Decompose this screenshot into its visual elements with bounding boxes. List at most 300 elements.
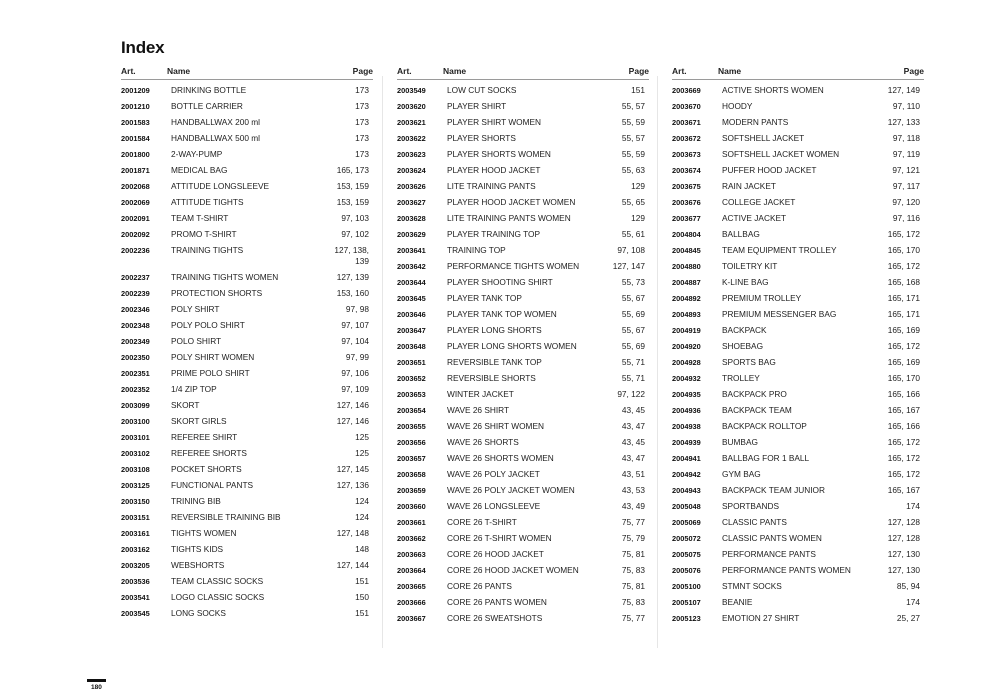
index-column-3 bbox=[672, 66, 924, 627]
index-row bbox=[397, 579, 649, 595]
index-row bbox=[672, 531, 924, 547]
index-art: 2001209 bbox=[121, 86, 150, 95]
index-name: TEAM EQUIPMENT TROLLEY bbox=[722, 245, 837, 255]
index-page: 75, 77 bbox=[621, 517, 645, 527]
index-page: 153, 159 bbox=[336, 197, 369, 207]
index-row bbox=[397, 83, 649, 99]
index-art: 2004920 bbox=[672, 342, 701, 351]
index-page: 165, 172 bbox=[887, 261, 920, 271]
index-art: 2003644 bbox=[397, 278, 426, 287]
index-art: 2003108 bbox=[121, 465, 150, 474]
index-column-2 bbox=[397, 66, 649, 627]
index-name: REVERSIBLE TRAINING BIB bbox=[171, 512, 281, 522]
index-name: PROMO T-SHIRT bbox=[171, 229, 237, 239]
index-row bbox=[121, 163, 373, 179]
index-row bbox=[672, 115, 924, 131]
index-name: BALLBAG FOR 1 BALL bbox=[722, 453, 810, 463]
index-page: 165, 167 bbox=[887, 485, 920, 495]
index-page: 97, 103 bbox=[341, 213, 369, 223]
index-name: EMOTION 27 SHIRT bbox=[722, 613, 800, 623]
index-art: 2003100 bbox=[121, 417, 150, 426]
index-page: 173 bbox=[355, 117, 369, 127]
index-name: K-LINE BAG bbox=[722, 277, 769, 287]
index-name: SHOEBAG bbox=[722, 341, 764, 351]
index-name: TEAM CLASSIC SOCKS bbox=[171, 576, 264, 586]
index-row bbox=[121, 211, 373, 227]
index-page: 55, 59 bbox=[621, 117, 645, 127]
index-page: 97, 116 bbox=[892, 213, 920, 223]
index-page: 97, 107 bbox=[341, 320, 369, 330]
index-page: 127, 138, 139 bbox=[334, 245, 369, 266]
index-art: 2003665 bbox=[397, 582, 426, 591]
index-page: 97, 106 bbox=[341, 368, 369, 378]
index-art: 2003627 bbox=[397, 198, 426, 207]
index-art: 2004938 bbox=[672, 422, 701, 431]
index-page: 55, 69 bbox=[621, 309, 645, 319]
index-page: 55, 57 bbox=[621, 101, 645, 111]
index-page: 97, 110 bbox=[892, 101, 920, 111]
index-row bbox=[397, 115, 649, 131]
index-row bbox=[672, 323, 924, 339]
index-row bbox=[121, 227, 373, 243]
index-row bbox=[121, 243, 373, 270]
index-page: 165, 172 bbox=[887, 341, 920, 351]
index-page: 127, 149 bbox=[887, 85, 920, 95]
column-divider bbox=[382, 76, 383, 648]
index-art: 2005048 bbox=[672, 502, 701, 511]
index-art: 2003669 bbox=[672, 86, 701, 95]
index-art: 2003642 bbox=[397, 262, 426, 271]
index-row bbox=[672, 163, 924, 179]
index-name: PLAYER HOOD JACKET bbox=[447, 165, 541, 175]
index-page: 97, 108 bbox=[617, 245, 645, 255]
index-page: 55, 69 bbox=[621, 341, 645, 351]
index-art: 2004939 bbox=[672, 438, 701, 447]
index-name: PUFFER HOOD JACKET bbox=[722, 165, 817, 175]
index-art: 2002346 bbox=[121, 305, 150, 314]
index-row bbox=[672, 307, 924, 323]
page-number: 180 bbox=[91, 684, 102, 691]
index-art: 2002091 bbox=[121, 214, 150, 223]
index-art: 2003662 bbox=[397, 534, 426, 543]
index-name: BALLBAG bbox=[722, 229, 760, 239]
index-art: 2003545 bbox=[121, 609, 150, 618]
index-name: WAVE 26 LONGSLEEVE bbox=[447, 501, 541, 511]
index-row bbox=[397, 371, 649, 387]
index-art: 2003654 bbox=[397, 406, 426, 415]
index-art: 2003660 bbox=[397, 502, 426, 511]
index-row bbox=[672, 387, 924, 403]
index-name: MEDICAL BAG bbox=[171, 165, 228, 175]
index-art: 2003647 bbox=[397, 326, 426, 335]
index-row bbox=[121, 590, 373, 606]
index-name: CORE 26 T-SHIRT WOMEN bbox=[447, 533, 552, 543]
index-art: 2004804 bbox=[672, 230, 701, 239]
index-page: 165, 171 bbox=[887, 293, 920, 303]
index-row bbox=[672, 147, 924, 163]
index-page: 43, 47 bbox=[621, 421, 645, 431]
index-page: 127, 133 bbox=[887, 117, 920, 127]
index-page: 97, 118 bbox=[892, 133, 920, 143]
index-art: 2003150 bbox=[121, 497, 150, 506]
index-art: 2003664 bbox=[397, 566, 426, 575]
index-page: 127, 136 bbox=[336, 480, 369, 490]
index-art: 2005123 bbox=[672, 614, 701, 623]
index-name: PROTECTION SHORTS bbox=[171, 288, 263, 298]
index-art: 2003645 bbox=[397, 294, 426, 303]
index-name: BACKPACK bbox=[722, 325, 767, 335]
index-name: LITE TRAINING PANTS bbox=[447, 181, 536, 191]
index-name: TIGHTS WOMEN bbox=[171, 528, 237, 538]
index-row bbox=[397, 243, 649, 259]
index-name: POLY SHIRT bbox=[171, 304, 220, 314]
index-art: 2002237 bbox=[121, 273, 150, 282]
index-row bbox=[672, 483, 924, 499]
index-art: 2005069 bbox=[672, 518, 701, 527]
index-row bbox=[672, 451, 924, 467]
index-name: HOODY bbox=[722, 101, 753, 111]
index-row bbox=[121, 510, 373, 526]
index-name: ACTIVE JACKET bbox=[722, 213, 787, 223]
column-header bbox=[397, 66, 649, 80]
header-page: Page bbox=[352, 66, 373, 76]
index-art: 2003161 bbox=[121, 529, 150, 538]
index-page: 127, 146 bbox=[336, 400, 369, 410]
index-art: 2004880 bbox=[672, 262, 701, 271]
index-name: ATTITUDE TIGHTS bbox=[171, 197, 244, 207]
index-row bbox=[397, 355, 649, 371]
index-page: 43, 53 bbox=[621, 485, 645, 495]
index-row bbox=[121, 83, 373, 99]
index-page: 127, 128 bbox=[887, 517, 920, 527]
index-row bbox=[397, 435, 649, 451]
index-page: 165, 168 bbox=[887, 277, 920, 287]
index-row bbox=[397, 291, 649, 307]
index-page: 75, 79 bbox=[621, 533, 645, 543]
index-name: TRAINING TIGHTS WOMEN bbox=[171, 272, 279, 282]
index-page: 129 bbox=[631, 213, 645, 223]
index-art: 2003626 bbox=[397, 182, 426, 191]
index-name: PLAYER HOOD JACKET WOMEN bbox=[447, 197, 576, 207]
index-art: 2003663 bbox=[397, 550, 426, 559]
index-name: TIGHTS KIDS bbox=[171, 544, 224, 554]
index-page: 55, 73 bbox=[621, 277, 645, 287]
index-name: CORE 26 SWEATSHOTS bbox=[447, 613, 543, 623]
index-row bbox=[121, 334, 373, 350]
index-row bbox=[121, 350, 373, 366]
index-page: 43, 51 bbox=[621, 469, 645, 479]
index-row bbox=[672, 579, 924, 595]
index-row bbox=[672, 195, 924, 211]
index-art: 2005072 bbox=[672, 534, 701, 543]
index-row bbox=[672, 403, 924, 419]
index-row bbox=[397, 307, 649, 323]
index-page: 75, 81 bbox=[621, 549, 645, 559]
index-name: REFEREE SHIRT bbox=[171, 432, 238, 442]
index-row bbox=[672, 371, 924, 387]
index-art: 2003624 bbox=[397, 166, 426, 175]
index-page: 55, 59 bbox=[621, 149, 645, 159]
index-row bbox=[121, 462, 373, 478]
index-row bbox=[397, 483, 649, 499]
index-page: 75, 83 bbox=[621, 597, 645, 607]
index-art: 2004928 bbox=[672, 358, 701, 367]
index-page: 97, 104 bbox=[341, 336, 369, 346]
index-art: 2002068 bbox=[121, 182, 150, 191]
index-name: LOW CUT SOCKS bbox=[447, 85, 517, 95]
index-name: COLLEGE JACKET bbox=[722, 197, 796, 207]
index-page: 75, 83 bbox=[621, 565, 645, 575]
index-page: 55, 71 bbox=[621, 357, 645, 367]
index-page: 55, 65 bbox=[621, 197, 645, 207]
index-page: 127, 128 bbox=[887, 533, 920, 543]
index-name: REFEREE SHORTS bbox=[171, 448, 247, 458]
index-art: 2003657 bbox=[397, 454, 426, 463]
index-row bbox=[121, 366, 373, 382]
index-name: POLY POLO SHIRT bbox=[171, 320, 245, 330]
index-name: POLY SHIRT WOMEN bbox=[171, 352, 255, 362]
index-name: GYM BAG bbox=[722, 469, 761, 479]
index-page: 97, 102 bbox=[341, 229, 369, 239]
index-art: 2004935 bbox=[672, 390, 701, 399]
index-page: 125 bbox=[355, 432, 369, 442]
index-name: TRINING BIB bbox=[171, 496, 221, 506]
index-page: 173 bbox=[355, 85, 369, 95]
column-header bbox=[672, 66, 924, 80]
index-art: 2003162 bbox=[121, 545, 150, 554]
index-page: 127, 146 bbox=[336, 416, 369, 426]
index-art: 2003541 bbox=[121, 593, 150, 602]
index-name: CORE 26 T-SHIRT bbox=[447, 517, 517, 527]
index-page: 97, 117 bbox=[892, 181, 920, 191]
index-row bbox=[121, 286, 373, 302]
index-row bbox=[397, 147, 649, 163]
column-divider bbox=[657, 76, 658, 648]
index-art: 2003671 bbox=[672, 118, 701, 127]
index-row bbox=[397, 131, 649, 147]
index-page: 43, 45 bbox=[621, 405, 645, 415]
index-art: 2003672 bbox=[672, 134, 701, 143]
index-name: TROLLEY bbox=[722, 373, 760, 383]
index-name: LONG SOCKS bbox=[171, 608, 226, 618]
index-page: 124 bbox=[355, 512, 369, 522]
index-art: 2005076 bbox=[672, 566, 701, 575]
index-name: CORE 26 HOOD JACKET WOMEN bbox=[447, 565, 579, 575]
index-page: 165, 172 bbox=[887, 453, 920, 463]
index-row bbox=[121, 574, 373, 590]
index-art: 2005100 bbox=[672, 582, 701, 591]
index-name: WAVE 26 POLY JACKET bbox=[447, 469, 540, 479]
index-art: 2003623 bbox=[397, 150, 426, 159]
index-name: WAVE 26 SHIRT WOMEN bbox=[447, 421, 544, 431]
index-row bbox=[397, 467, 649, 483]
index-page: 55, 67 bbox=[621, 293, 645, 303]
index-row bbox=[672, 259, 924, 275]
index-art: 2001871 bbox=[121, 166, 150, 175]
index-name: LOGO CLASSIC SOCKS bbox=[171, 592, 265, 602]
index-row bbox=[121, 179, 373, 195]
index-row bbox=[121, 430, 373, 446]
index-name: PRIME POLO SHIRT bbox=[171, 368, 250, 378]
index-page: 129 bbox=[631, 181, 645, 191]
index-page: 97, 121 bbox=[892, 165, 920, 175]
index-page: 97, 119 bbox=[892, 149, 920, 159]
index-row bbox=[672, 595, 924, 611]
index-name: LITE TRAINING PANTS WOMEN bbox=[447, 213, 571, 223]
index-page: 150 bbox=[355, 592, 369, 602]
index-page: 25, 27 bbox=[896, 613, 920, 623]
index-name: TEAM T-SHIRT bbox=[171, 213, 229, 223]
index-name: PLAYER TRAINING TOP bbox=[447, 229, 540, 239]
index-name: CLASSIC PANTS WOMEN bbox=[722, 533, 822, 543]
index-page: 165, 170 bbox=[887, 245, 920, 255]
index-page: 173 bbox=[355, 101, 369, 111]
index-row bbox=[672, 275, 924, 291]
index-row bbox=[397, 403, 649, 419]
index-row bbox=[397, 211, 649, 227]
index-name: REVERSIBLE TANK TOP bbox=[447, 357, 542, 367]
index-row bbox=[397, 595, 649, 611]
index-art: 2003151 bbox=[121, 513, 150, 522]
index-art: 2002092 bbox=[121, 230, 150, 239]
index-art: 2002069 bbox=[121, 198, 150, 207]
index-page: 55, 71 bbox=[621, 373, 645, 383]
index-row bbox=[672, 435, 924, 451]
index-row bbox=[121, 414, 373, 430]
index-page: 165, 171 bbox=[887, 309, 920, 319]
index-page: 127, 130 bbox=[887, 549, 920, 559]
index-page: 125 bbox=[355, 448, 369, 458]
index-art: 2003641 bbox=[397, 246, 426, 255]
index-art: 2003659 bbox=[397, 486, 426, 495]
index-name: BEANIE bbox=[722, 597, 753, 607]
index-row bbox=[397, 387, 649, 403]
index-page: 127, 145 bbox=[336, 464, 369, 474]
index-art: 2005107 bbox=[672, 598, 701, 607]
index-art: 2004893 bbox=[672, 310, 701, 319]
index-art: 2003661 bbox=[397, 518, 426, 527]
index-page: 85, 94 bbox=[896, 581, 920, 591]
index-page: 127, 148 bbox=[336, 528, 369, 538]
index-page: 165, 172 bbox=[887, 469, 920, 479]
index-row bbox=[672, 611, 924, 627]
index-row bbox=[672, 227, 924, 243]
index-row bbox=[121, 131, 373, 147]
index-name: HANDBALLWAX 200 ml bbox=[171, 117, 260, 127]
index-row bbox=[397, 499, 649, 515]
index-row bbox=[121, 115, 373, 131]
index-page: 43, 47 bbox=[621, 453, 645, 463]
index-row bbox=[397, 419, 649, 435]
index-name: DRINKING BOTTLE bbox=[171, 85, 247, 95]
index-name: PERFORMANCE TIGHTS WOMEN bbox=[447, 261, 580, 271]
index-page: 75, 81 bbox=[621, 581, 645, 591]
index-name: SOFTSHELL JACKET WOMEN bbox=[722, 149, 840, 159]
index-name: PLAYER LONG SHORTS bbox=[447, 325, 542, 335]
index-name: TOILETRY KIT bbox=[722, 261, 778, 271]
index-art: 2003536 bbox=[121, 577, 150, 586]
index-name: BUMBAG bbox=[722, 437, 758, 447]
index-name: PERFORMANCE PANTS bbox=[722, 549, 816, 559]
index-name: REVERSIBLE SHORTS bbox=[447, 373, 536, 383]
index-row bbox=[397, 275, 649, 291]
index-row bbox=[397, 531, 649, 547]
index-page: 153, 159 bbox=[336, 181, 369, 191]
index-art: 2003549 bbox=[397, 86, 426, 95]
index-art: 2004887 bbox=[672, 278, 701, 287]
index-art: 2001800 bbox=[121, 150, 150, 159]
index-row bbox=[397, 259, 649, 275]
index-name: POCKET SHORTS bbox=[171, 464, 242, 474]
index-page: 97, 99 bbox=[345, 352, 369, 362]
index-art: 2003101 bbox=[121, 433, 150, 442]
index-row bbox=[672, 339, 924, 355]
index-row bbox=[397, 195, 649, 211]
index-row bbox=[672, 291, 924, 307]
index-name: WAVE 26 SHORTS bbox=[447, 437, 519, 447]
index-name: PLAYER SHOOTING SHIRT bbox=[447, 277, 553, 287]
index-page: 55, 61 bbox=[621, 229, 645, 239]
index-art: 2003656 bbox=[397, 438, 426, 447]
index-row bbox=[121, 398, 373, 414]
index-name: WINTER JACKET bbox=[447, 389, 514, 399]
index-art: 2002349 bbox=[121, 337, 150, 346]
index-page: 127, 130 bbox=[887, 565, 920, 575]
header-page: Page bbox=[628, 66, 649, 76]
index-art: 2001583 bbox=[121, 118, 150, 127]
index-page: 97, 98 bbox=[345, 304, 369, 314]
index-name: POLO SHIRT bbox=[171, 336, 222, 346]
index-page: 165, 169 bbox=[887, 357, 920, 367]
index-name: TRAINING TIGHTS bbox=[171, 245, 244, 255]
index-page: 153, 160 bbox=[336, 288, 369, 298]
index-name: BACKPACK TEAM JUNIOR bbox=[722, 485, 825, 495]
index-page: 127, 144 bbox=[336, 560, 369, 570]
index-page: 165, 172 bbox=[887, 437, 920, 447]
index-row bbox=[121, 195, 373, 211]
index-row bbox=[121, 558, 373, 574]
index-art: 2004932 bbox=[672, 374, 701, 383]
index-row bbox=[397, 515, 649, 531]
index-page: 165, 170 bbox=[887, 373, 920, 383]
index-row bbox=[397, 339, 649, 355]
index-art: 2001584 bbox=[121, 134, 150, 143]
index-row bbox=[672, 515, 924, 531]
index-page: 97, 109 bbox=[341, 384, 369, 394]
index-name: MODERN PANTS bbox=[722, 117, 789, 127]
index-art: 2003674 bbox=[672, 166, 701, 175]
index-page: 55, 67 bbox=[621, 325, 645, 335]
index-art: 2003646 bbox=[397, 310, 426, 319]
index-name: SPORTS BAG bbox=[722, 357, 776, 367]
index-name: PLAYER LONG SHORTS WOMEN bbox=[447, 341, 577, 351]
index-page: 165, 173 bbox=[336, 165, 369, 175]
index-name: WAVE 26 SHORTS WOMEN bbox=[447, 453, 554, 463]
index-art: 2003655 bbox=[397, 422, 426, 431]
index-name: BACKPACK TEAM bbox=[722, 405, 792, 415]
index-name: SPORTBANDS bbox=[722, 501, 780, 511]
index-art: 2003670 bbox=[672, 102, 701, 111]
index-name: FUNCTIONAL PANTS bbox=[171, 480, 254, 490]
column-header bbox=[121, 66, 373, 80]
index-page: 43, 45 bbox=[621, 437, 645, 447]
index-row bbox=[672, 99, 924, 115]
index-row bbox=[121, 318, 373, 334]
index-page: 173 bbox=[355, 149, 369, 159]
index-art: 2003658 bbox=[397, 470, 426, 479]
index-row bbox=[121, 526, 373, 542]
index-art: 2002236 bbox=[121, 246, 150, 255]
